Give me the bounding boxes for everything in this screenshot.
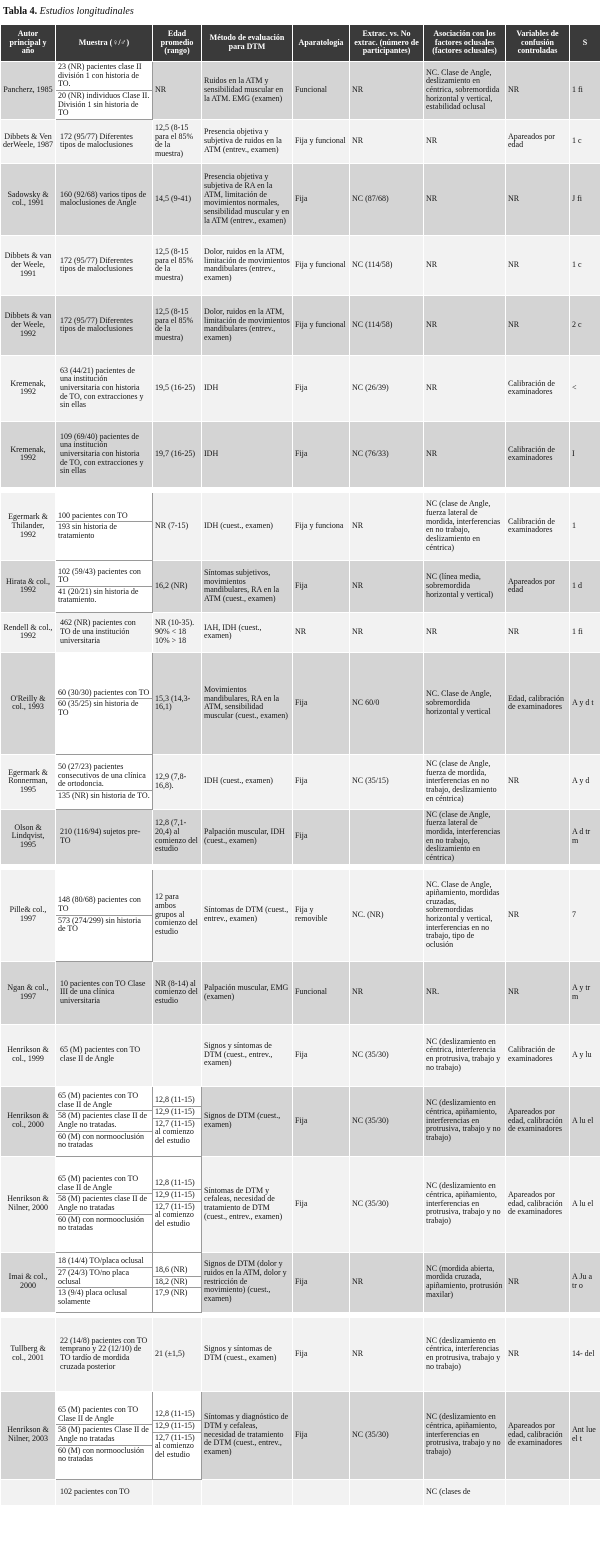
cell-truncated: 7 [570,869,601,961]
cell-extraction: NR [350,1317,424,1391]
cell-age: NR [153,62,202,120]
cell-sample [56,1317,153,1391]
header-row [1,25,601,62]
cell-appliance: Fija y funcional [293,295,350,355]
cell-extraction: NC (35/30) [350,1086,424,1156]
cell-extraction: NC (26/39) [350,355,424,421]
age-group: 12,7 (11-15) al comienzo del estudio [153,1118,201,1147]
cell-appliance: Fija [293,421,350,487]
cell-age: 12,5 (8-15 para el 85% de la muestra) [153,295,202,355]
cell-truncated: A lu el [570,1156,601,1252]
sample-group: 60 (35/25) sin historia de TO [56,698,152,718]
cell-extraction: NC (87/68) [350,163,424,235]
cell-truncated: A lu el [570,1086,601,1156]
cell-appliance: Fija [293,163,350,235]
cell-association: NC (clases de [424,1479,506,1505]
table-row [1,295,601,355]
sample-group: 109 (69/40) pacientes de una institución universitaria con historia de TO, con extracciones y sin ellas [60,431,144,476]
sample-group: 50 (27/23) pacientes consecutivos de una clínica de ortodoncia. [58,762,146,789]
cell-truncated: < [570,355,601,421]
cell-author: Kremenak, 1992 [1,355,56,421]
sample-group: 160 (92/68) varios tipos de maloclusiones de Angle [60,189,147,208]
cell-appliance: Fija [293,652,350,754]
cell-author: Henrikson & col., 1999 [1,1024,56,1086]
sample-group: 58 (M) pacientes Clase II de Angle no tratadas [56,1424,152,1444]
age-group: 12,9 (11-15) [153,1106,201,1118]
sample-group: 60 (M) con normooclusión no tratadas [56,1214,152,1234]
cell-author: O'Reilly & col., 1993 [1,652,56,754]
cell-author: Henrikson & Nilner, 2000 [1,1156,56,1252]
table-row [1,961,601,1024]
cell-association: NR [424,355,506,421]
cell-truncated: 1 [570,492,601,560]
sample-group: 135 (NR) sin historia de TO. [56,790,152,802]
table-row [1,1024,601,1086]
cell-author: Sadowsky & col., 1991 [1,163,56,235]
age-group: 18,6 (NR) [155,1265,188,1275]
cell-association: NC (deslizamiento en céntrica, apiñamiento, interferencias en protrusiva, trabajo y no trabajo) [424,1156,506,1252]
longitudinal-studies-table [0,24,601,1506]
sample-group: 63 (44/21) pacientes de una institución universitaria con historia de TO, con extracciones y sin ellas [60,365,144,410]
cell-truncated: A y lu [570,1024,601,1086]
cell-truncated: A y d [570,754,601,809]
table-body [1,62,601,1506]
age-group: 12,8 (11-15) [155,1178,195,1188]
sample-group: 27 (24/3) TO/no placa oclusal [56,1267,152,1287]
sample-group: 573 (274/299) sin historia de TO [56,915,152,935]
cell-author: Pancherz, 1985 [1,62,56,120]
sample-group: 60 (M) con normooclusión no tratadas [56,1131,152,1151]
cell-confounders: Calibración de examinadores [506,355,570,421]
sample-group: 210 (116/94) sujetos pre-TO [60,827,141,845]
cell-truncated: 1 fi [570,612,601,652]
cell-confounders: NR [506,163,570,235]
cell-sample [56,1479,153,1505]
cell-truncated: A y d t [570,652,601,754]
cell-sample [56,652,153,754]
cell-extraction [350,1479,424,1505]
cell-sample [56,62,153,120]
table-row [1,1086,601,1156]
cell-appliance: Fija [293,560,350,612]
table-row [1,235,601,295]
cell-confounders: NR [506,295,570,355]
sample-group: 65 (M) pacientes con TO clase II de Angle [58,1174,139,1192]
cell-association: NC (clase de Angle, fuerza lateral de mordida, interferencias en no trabajo, deslizamiento en céntrica) [424,809,506,864]
cell-sample [56,492,153,560]
table-row [1,62,601,120]
cell-method: IDH (cuest., examen) [202,754,293,809]
cell-extraction: NC (114/58) [350,235,424,295]
cell-extraction: NC (35/30) [350,1391,424,1479]
table-row [1,492,601,560]
sample-group: 22 (14/8) pacientes con TO temprano y 22 (12/10) de TO tardío de mordida cruzada posterior [60,1335,148,1371]
sample-group: 102 pacientes con TO [60,1486,130,1496]
cell-association: NC (línea media, sobremordida horizontal y vertical) [424,560,506,612]
table-row [1,421,601,487]
cell-appliance: Funcional [293,961,350,1024]
cell-author: Egermark & Ronnerman, 1995 [1,754,56,809]
sample-group: 41 (20/21) sin historia de tratamiento. [56,586,152,606]
cell-confounders: NR [506,235,570,295]
cell-sample [56,235,153,295]
cell-confounders: NR [506,869,570,961]
cell-appliance: Fija y funciona [293,492,350,560]
sample-group: 100 pacientes con TO [58,510,128,520]
cell-association: NC (clase de Angle, fuerza lateral de mordida, interferencias en no trabajo, deslizamiento en céntrica) [424,492,506,560]
cell-confounders: NR [506,754,570,809]
cell-association: NR [424,235,506,295]
cell-age: 15,3 (14,3-16,1) [153,652,202,754]
cell-confounders: NR [506,1317,570,1391]
table-row [1,869,601,961]
header-author: Autor principal y año [1,25,56,62]
cell-method: Dolor, ruidos en la ATM, limitación de movimientos mandibulares (entrev., examen) [202,295,293,355]
table-row [1,1317,601,1391]
cell-method: Síntomas subjetivos, movimientos mandibulares, RA en la ATM (cuest., examen) [202,560,293,612]
cell-association: NC. Clase de Angle, apiñamiento, mordidas cruzadas, sobremordidas horizontal y vertical, interferencias en no trabajo, tipo de oclusión [424,869,506,961]
age-group: 18,2 (NR) [153,1276,201,1288]
cell-author: Imai & col., 2000 [1,1252,56,1312]
cell-method: IDH (cuest., examen) [202,492,293,560]
cell-age: 12,9 (7,8-16,8). [153,754,202,809]
cell-association: NR [424,119,506,163]
cell-appliance: Fija y funcional [293,119,350,163]
cell-method [202,1479,293,1505]
cell-method: Palpación muscular, IDH (cuest., examen) [202,809,293,864]
cell-confounders: Calibración de examinadores [506,1024,570,1086]
cell-truncated: 1 d [570,560,601,612]
sample-group: 65 (M) pacientes con TO clase II de Angle [60,1045,141,1063]
cell-author: Olson & Lindqvist, 1995 [1,809,56,864]
header-method: Método de evaluación para DTM [202,25,293,62]
cell-association: NR [424,295,506,355]
cell-sample [56,1086,153,1156]
cell-extraction: NR [350,1252,424,1312]
sample-group: 102 (59/43) pacientes con TO [58,566,141,585]
cell-method: Síntomas de DTM (cuest., entrev., examen) [202,869,293,961]
cell-age: 16,2 (NR) [153,560,202,612]
sample-group: 60 (M) con normooclusión no tratadas [56,1445,152,1465]
cell-association: NC. Clase de Angle, deslizamiento en céntrica, sobremordida horizontal y vertical, estabilidad oclusal [424,62,506,120]
cell-association: NR [424,163,506,235]
cell-method: Ruidos en la ATM y sensibilidad muscular en la ATM. EMG (examen) [202,62,293,120]
cell-method: IAH, IDH (cuest., examen) [202,612,293,652]
cell-association: NC (deslizamiento en céntrica, interferencia en protrusiva, trabajo y no trabajo) [424,1024,506,1086]
cell-appliance: Fija [293,1252,350,1312]
cell-extraction: NR [350,492,424,560]
table-row [1,754,601,809]
cell-age: 12,5 (8-15 para el 85% de la muestra) [153,235,202,295]
cell-method: IDH [202,355,293,421]
sample-group: 462 (NR) pacientes con TO de una institución universitaria [60,618,136,645]
cell-association: NC (mordida abierta, mordida cruzada, apiñamiento, protrusión maxilar) [424,1252,506,1312]
cell-association: NC. Clase de Angle, sobremordida horizontal y vertical [424,652,506,754]
table-row [1,612,601,652]
table-row [1,355,601,421]
cell-extraction: NR [350,612,424,652]
cell-extraction: NC (35/30) [350,1156,424,1252]
cell-method: Signos de DTM (cuest., examen) [202,1086,293,1156]
cell-sample [56,809,153,864]
sample-group: 172 (95/77) Diferentes tipos de maloclusiones [60,131,133,150]
cell-method: Presencia objetiva y subjetiva de ruidos en la ATM (entrev., examen) [202,119,293,163]
sample-group: 65 (M) pacientes con TO Clase II de Angle [58,1405,139,1423]
header-association: Asociación con los factores oclusales (factores oclusales) [424,25,506,62]
cell-age: NR (8-14) al comienzo del estudio [153,961,202,1024]
cell-appliance: Fija [293,754,350,809]
table-caption [3,6,134,17]
cell-author: Dibbets & van der Weele, 1992 [1,295,56,355]
cell-extraction: NC 60/0 [350,652,424,754]
cell-confounders [506,809,570,864]
table-row [1,560,601,612]
table-row [1,119,601,163]
sample-group: 13 (9/4) placa oclusal solamente [56,1287,152,1307]
cell-truncated: I [570,421,601,487]
cell-method: Signos de DTM (dolor y ruidos en la ATM, dolor y restricción de movimiento) (cuest., examen) [202,1252,293,1312]
sample-group: 58 (M) pacientes clase II de Angle no tratadas. [56,1110,152,1130]
cell-author: Ngan & col., 1997 [1,961,56,1024]
cell-age: NR (7-15) [153,492,202,560]
cell-appliance: NR [293,612,350,652]
cell-truncated: A d tr m [570,809,601,864]
sample-group: 60 (30/30) pacientes con TO [58,687,150,697]
cell-author: Dibbets & Ven derWeele, 1987 [1,119,56,163]
sample-group: 10 pacientes con TO Clase III de una clínica universitaria [60,978,146,1005]
cell-extraction [350,809,424,864]
header-cut: S [570,25,601,62]
age-group: 12,9 (11-15) [153,1420,201,1432]
cell-author: Tullberg & col., 2001 [1,1317,56,1391]
cell-truncated: A y tr m [570,961,601,1024]
cell-truncated: 1 c [570,235,601,295]
cell-association: NR [424,421,506,487]
header-confounders: Variables de confusión controladas [506,25,570,62]
cell-method: Signos y síntomas de DTM (cuest., examen) [202,1317,293,1391]
cell-author: Egermark & Thilander, 1992 [1,492,56,560]
age-group: 12,8 (11-15) [155,1095,195,1105]
cell-age: 12,8 (7,1-20,4) al comienzo del estudio [153,809,202,864]
cell-method: Síntomas y diagnóstico de DTM y cefaleas, necesidad de tratamiento de DTM (cuest., entrev., examen) [202,1391,293,1479]
cell-confounders: NR [506,62,570,120]
sample-group: 20 (NR) individuos Clase II. División 1 sin historia de TO [56,90,152,119]
sample-group: 148 (80/68) pacientes con TO [58,895,141,913]
cell-method: Movimientos mandibulares, RA en la ATM, sensibilidad muscular (cuest., examen) [202,652,293,754]
sample-group: 172 (95/77) Diferentes tipos de maloclusiones [60,315,133,334]
cell-truncated: 2 c [570,295,601,355]
header-age: Edad promedio (rango) [153,25,202,62]
cell-age [153,1156,202,1252]
cell-extraction: NR [350,62,424,120]
cell-truncated: 1 fi [570,62,601,120]
cell-sample [56,754,153,809]
cell-appliance: Fija [293,1317,350,1391]
cell-author: Henrikson & col., 2000 [1,1086,56,1156]
cell-extraction: NR [350,560,424,612]
table-title: Estudios longitudinales [39,6,134,17]
cell-truncated: Ant lue el t [570,1391,601,1479]
cell-extraction: NC (35/30) [350,1024,424,1086]
cell-sample [56,1252,153,1312]
cell-age [153,1086,202,1156]
cell-confounders: Calibración de examinadores [506,421,570,487]
cell-truncated: 1 c [570,119,601,163]
cell-appliance: Fija [293,355,350,421]
cell-sample [56,1024,153,1086]
cell-age: 19,7 (16-25) [153,421,202,487]
header-sample: Muestra (♀/♂) [56,25,153,62]
cell-confounders [506,1479,570,1505]
cell-truncated: A Ju a tr o [570,1252,601,1312]
cell-age [153,1024,202,1086]
cell-truncated: J fi [570,163,601,235]
cell-association: NC (deslizamiento en céntrica, apiñamiento, interferencias en protrusiva, trabajo y no trabajo) [424,1391,506,1479]
cell-association: NC (clase de Angle, fuerza de mordida, interferencias en no trabajo, deslizamiento en céntrica) [424,754,506,809]
cell-association: NC (deslizamiento en céntrica, interferencias en protrusiva, trabajo y no trabajo) [424,1317,506,1391]
cell-age: 12 para ambos grupos al comienzo del estudio [153,869,202,961]
cell-age [153,1252,202,1312]
sample-group: 58 (M) pacientes clase II de Angle no tratadas [56,1193,152,1213]
cell-sample [56,421,153,487]
cell-appliance: Fija y removible [293,869,350,961]
table-row [1,1156,601,1252]
cell-age: NR (10-35). 90% < 18 10% > 18 [153,612,202,652]
sample-group: 23 (NR) pacientes clase II división 1 con historia de TO. [58,62,142,89]
sample-group: 65 (M) pacientes con TO clase II de Angle [58,1091,139,1109]
cell-appliance: Funcional [293,62,350,120]
cell-confounders: NR [506,612,570,652]
cell-age: 12,5 (8-15 para el 85% de la muestra) [153,119,202,163]
cell-sample [56,119,153,163]
cell-age: 14,5 (9-41) [153,163,202,235]
cell-association: NC (deslizamiento en céntrica, apiñamiento, interferencias en protrusiva, trabajo y no trabajo) [424,1086,506,1156]
cell-author: Hirata & col., 1992 [1,560,56,612]
cell-confounders: NR [506,1252,570,1312]
cell-extraction: NC (35/15) [350,754,424,809]
cell-age: 19,5 (16-25) [153,355,202,421]
cell-sample [56,355,153,421]
cell-method: Síntomas de DTM y cefaleas, necesidad de tratamiento de DTM (cuest., entrev., examen) [202,1156,293,1252]
cell-author: Rendell & col., 1992 [1,612,56,652]
cell-method: IDH [202,421,293,487]
cell-appliance [293,1479,350,1505]
table-row [1,1391,601,1479]
table-row [1,1252,601,1312]
cell-association: NR. [424,961,506,1024]
cell-sample [56,1391,153,1479]
age-group: 12,7 (11-15) al comienzo del estudio [153,1432,201,1461]
cell-author: Pille& col., 1997 [1,869,56,961]
cell-sample [56,869,153,961]
cell-author: Henrikson & Nilner, 2003 [1,1391,56,1479]
cell-author: Dibbets & van der Weele, 1991 [1,235,56,295]
sample-group: 18 (14/4) TO/placa oclusal [58,1256,144,1266]
header-extraction: Extrac. vs. No extrac. (número de participantes) [350,25,424,62]
cell-sample [56,961,153,1024]
table-row [1,163,601,235]
age-group: 17,9 (NR) [153,1287,201,1299]
cell-confounders: Apareados por edad, calibración de examinadores [506,1156,570,1252]
table-row [1,1479,601,1505]
cell-confounders: Apareados por edad [506,119,570,163]
table-row [1,652,601,754]
cell-age [153,1479,202,1505]
cell-method: Signos y síntomas de DTM (cuest., entrev., examen) [202,1024,293,1086]
cell-confounders: Apareados por edad, calibración de examinadores [506,1391,570,1479]
cell-author: Kremenak, 1992 [1,421,56,487]
cell-appliance: Fija [293,1086,350,1156]
cell-sample [56,295,153,355]
cell-age: 21 (±1,5) [153,1317,202,1391]
sample-group: 193 sin historia de tratamiento [56,521,152,541]
cell-appliance: Fija [293,1391,350,1479]
cell-sample [56,1156,153,1252]
cell-association: NR [424,612,506,652]
cell-truncated: 14- del [570,1317,601,1391]
cell-sample [56,612,153,652]
cell-method: Dolor, ruidos en la ATM, limitación de movimientos mandibulares (entrev., examen) [202,235,293,295]
cell-appliance: Fija y funcional [293,235,350,295]
age-group: 12,9 (11-15) [153,1189,201,1201]
age-group: 12,8 (11-15) [155,1409,195,1419]
cell-age [153,1391,202,1479]
cell-extraction: NC (76/33) [350,421,424,487]
table-header [1,25,601,62]
sample-group: 172 (95/77) Diferentes tipos de maloclusiones [60,255,133,274]
cell-extraction: NC. (NR) [350,869,424,961]
table-label: Tabla 4. [3,6,38,17]
cell-confounders: Edad, calibración de examinadores [506,652,570,754]
cell-appliance: Fija [293,1156,350,1252]
cell-truncated [570,1479,601,1505]
cell-method: Presencia objetiva y subjetiva de RA en la ATM, limitación de movimientos normales, sensibilidad muscular y en la ATM (entrev., examen) [202,163,293,235]
cell-extraction: NR [350,119,424,163]
age-group: 12,7 (11-15) al comienzo del estudio [153,1201,201,1230]
cell-sample [56,560,153,612]
cell-extraction: NC (114/58) [350,295,424,355]
cell-appliance: Fija [293,809,350,864]
cell-method: Palpación muscular, EMG (examen) [202,961,293,1024]
cell-author [1,1479,56,1505]
cell-confounders: Apareados por edad, calibración de examinadores [506,1086,570,1156]
table-row [1,809,601,864]
cell-sample [56,163,153,235]
cell-confounders: Calibración de examinadores [506,492,570,560]
cell-extraction: NR [350,961,424,1024]
cell-confounders: NR [506,961,570,1024]
cell-confounders: Apareados por edad [506,560,570,612]
cell-appliance: Fija [293,1024,350,1086]
header-appliance: Aparatología [293,25,350,62]
